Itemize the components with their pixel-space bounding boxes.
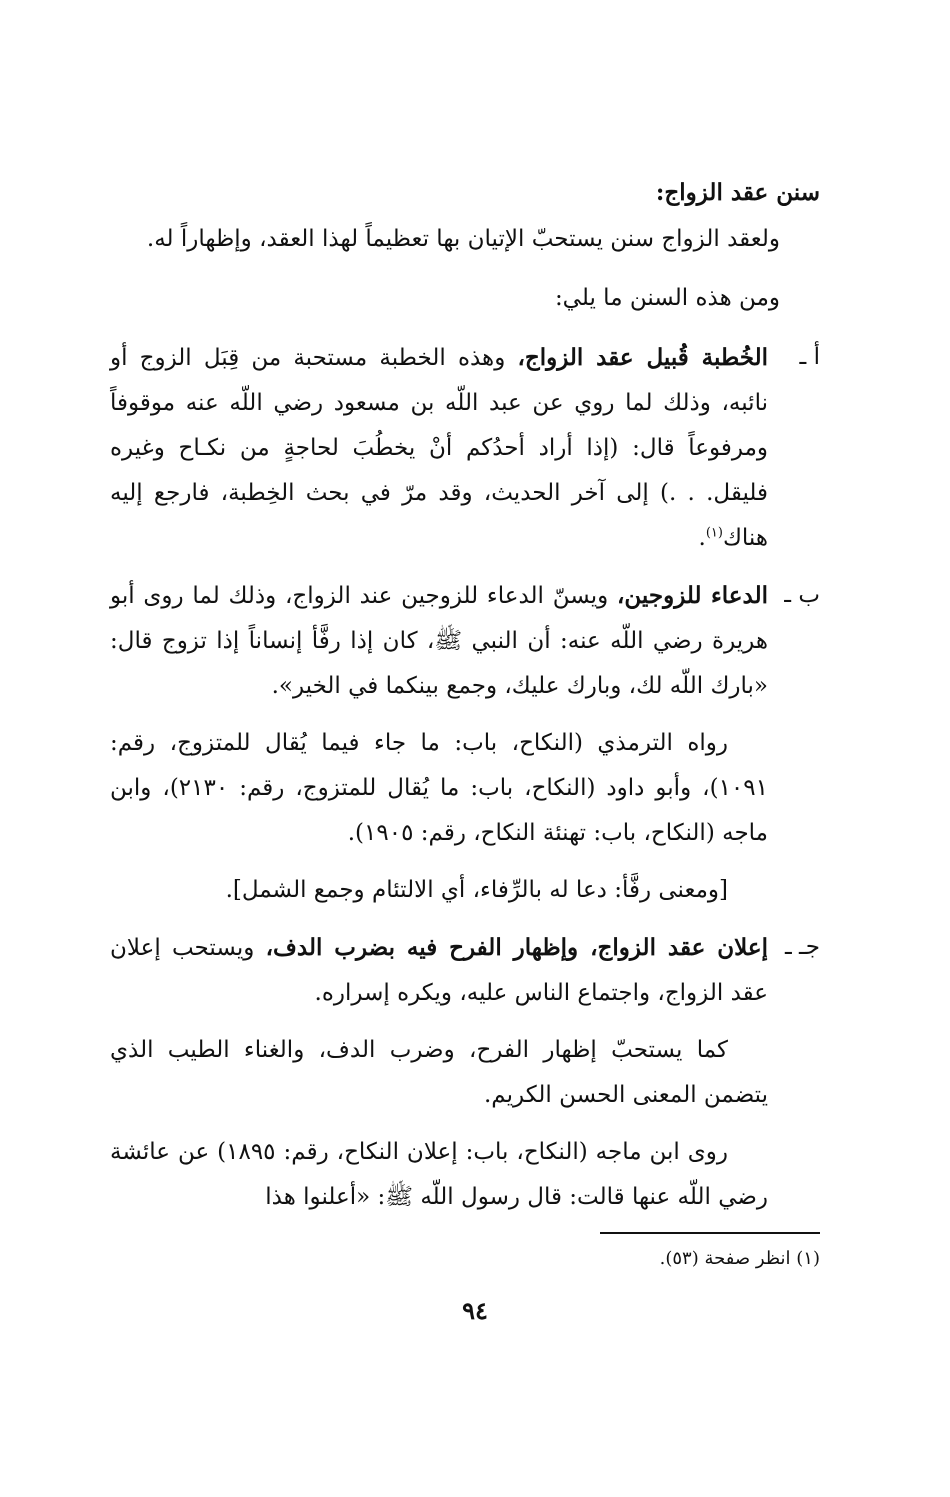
item-title: الخُطبة قُبيل عقد الزواج،: [517, 344, 768, 371]
item-end: .: [698, 525, 706, 551]
item-title: إعلان عقد الزواج، وإظهار الفرح فيه بضرب الدف،: [265, 934, 768, 961]
list-item-b: [110, 573, 820, 709]
page-number: ٩٤: [462, 1296, 488, 1325]
item-marker: جـ ـ: [784, 934, 820, 960]
list-item-c: [110, 925, 820, 1016]
page-body: [110, 170, 820, 1232]
footnote-divider: [600, 1232, 820, 1234]
lead-paragraph: ومن هذه السنن ما يلي:: [554, 285, 780, 311]
item-body: وهذه الخطبة مستحبة من قِبَل الزوج أو نائبه، وذلك لما روي عن عبد اللّه بن مسعود رضي اللّه عنه موقوفاً ومرفوعاً قال: (إذا أراد أحدُكم أنْ يخطُبَ لحاجةٍ من نكـاح وغيره فليقل. . .) إلى آخر الحديث، وقد مرّ في بحث الخِطبة، فارجع إليه هناك: [110, 345, 768, 551]
meaning-note-paragraph: [ومعنى رفَّأ: دعا له بالرِّفاء، أي الالتئام وجمع الشمل].: [225, 877, 728, 903]
footnote-reference: (١): [705, 525, 723, 541]
hadith-source-paragraph: رواه الترمذي (النكاح، باب: ما جاء فيما يُقال للمتزوج، رقم: ١٠٩١)، وأبو داود (النكاح، باب: ما يُقال للمتزوج، رقم: ٢١٣٠)، وابن ماجه (النكاح، باب: تهنئة النكاح، رقم: ١٩٠٥).: [110, 730, 768, 846]
section-heading: سنن عقد الزواج:: [655, 179, 820, 206]
hadith-narration-paragraph: روى ابن ماجه (النكاح، باب: إعلان النكاح، رقم: ١٨٩٥) عن عائشة رضي اللّه عنها قالت: قال رسول اللّه ﷺ: «أعلنوا هذا: [110, 1139, 768, 1210]
intro-paragraph: ولعقد الزواج سنن يستحبّ الإتيان بها تعظيماً لهذا العقد، وإظهاراً له.: [146, 226, 780, 252]
item-marker: أ ـ: [799, 344, 820, 370]
item-body: ويسنّ الدعاء للزوجين عند الزواج، وذلك لما روى أبو هريرة رضي اللّه عنه: أن النبي ﷺ، كان إذا رفَّأ إنساناً إذا تزوج قال: «بارك اللّه لك، وبارك عليك، وجمع بينكما في الخير».: [110, 583, 768, 699]
list-item-a: [110, 335, 820, 561]
item-marker: ب ـ: [784, 582, 820, 608]
footnote: (١) انظر صفحة (٥٣).: [659, 1248, 820, 1269]
item-body: ويستحب إعلان عقد الزواج، واجتماع الناس عليه، ويكره إسراره.: [110, 935, 768, 1006]
celebration-paragraph: كما يستحبّ إظهار الفرح، وضرب الدف، والغناء الطيب الذي يتضمن المعنى الحسن الكريم.: [110, 1037, 768, 1108]
item-title: الدعاء للزوجين،: [617, 582, 768, 609]
